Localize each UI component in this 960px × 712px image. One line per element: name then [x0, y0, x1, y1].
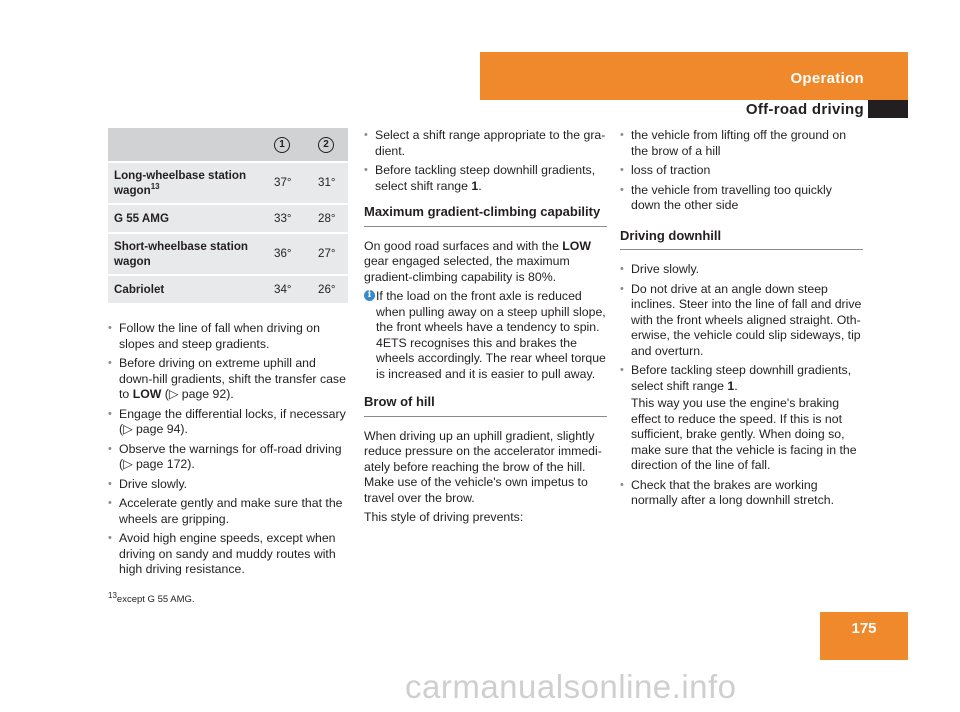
list-item: • the vehicle from lifting off the ground on the brow of a hill — [620, 128, 863, 159]
column-1 — [108, 128, 351, 582]
circled-number-2: 2 — [318, 137, 334, 153]
downhill-list — [620, 262, 863, 509]
column-2 — [364, 128, 607, 530]
info-note — [364, 289, 607, 382]
list-item: • the vehicle from travelling too quickly down the other side — [620, 183, 863, 214]
row-value-1: 33° — [268, 205, 312, 232]
row-value-2: 28° — [312, 205, 348, 232]
list-item: • loss of traction — [620, 163, 863, 179]
list-item: • Observe the warnings for off-road driving (▷ page 172). — [108, 442, 351, 473]
row-name: G 55 AMG — [108, 205, 268, 232]
section-heading: Driving downhill — [620, 228, 863, 251]
page-title: Off-road driving — [745, 101, 864, 118]
list-item: • Before tackling steep downhill gradients, select shift range 1. — [364, 163, 607, 194]
paragraph: On good road surfaces and with the LOW gear engaged selected, the maximum gradient-climbing capability is 80%. — [364, 238, 591, 284]
list-item: • Drive slowly. — [108, 477, 351, 493]
section-title: Operation — [790, 70, 864, 87]
list-item: • Before tackling steep downhill gradients, select shift range 1. This way you use the engine's braking effect to reduce the speed. If this is not sufficient, brake gently. When doing so, make sure that the vehicle is facing in the direction of the line of fall. — [620, 363, 863, 474]
paragraph: When driving up an uphill gradient, slightly reduce pressure on the accelerator immedi-ately before reaching the brow of the hill. Make use of the vehicle's own impetus to travel over the brow. — [364, 428, 602, 505]
list-item: • Accelerate gently and make sure that the wheels are gripping. — [108, 496, 351, 527]
column-3 — [620, 128, 863, 513]
info-text: If the load on the front axle is reduced when pulling away on a steep uphill slope, the front wheels have a tendency to spin. 4ETS recognises this and brakes the wheels accordingly. The rear wheel torque is increased and it is easier to pull away. — [376, 289, 606, 381]
list-item: • Avoid high engine speeds, except when driving on sandy and muddy routes with high driving resistance. — [108, 531, 351, 578]
shift-range-list — [364, 128, 607, 194]
row-value-2: 31° — [312, 163, 348, 203]
list-item: • Check that the brakes are working normally after a long downhill stretch. — [620, 478, 863, 509]
list-item: • Before driving on extreme uphill and down-hill gradients, shift the transfer case to LOW (▷ page 92). — [108, 356, 351, 403]
list-item: • Follow the line of fall when driving on slopes and steep gradients. — [108, 321, 351, 352]
table-row — [108, 234, 348, 274]
list-item: • Select a shift range appropriate to the gra-dient. — [364, 128, 607, 159]
watermark: carmanualsonline.info — [405, 668, 737, 705]
row-name: Short-wheelbase station wagon — [108, 234, 268, 274]
info-icon: i — [364, 290, 375, 301]
header-marker — [868, 100, 908, 118]
circled-number-1: 1 — [274, 137, 290, 153]
paragraph: This style of driving prevents: — [364, 510, 524, 524]
list-item: • Engage the differential locks, if necessary (▷ page 94). — [108, 407, 351, 438]
table-header-row — [108, 128, 348, 161]
row-value-1: 36° — [268, 234, 312, 274]
section-heading: Brow of hill — [364, 394, 607, 417]
table-row — [108, 205, 348, 232]
table-row — [108, 276, 348, 303]
list-item: • Drive slowly. — [620, 262, 863, 278]
footnote-ref: 13 — [150, 182, 160, 192]
page-number: 175 — [851, 620, 877, 637]
footnote: $^{13}$except G 55 AMG. — [108, 590, 195, 605]
row-value-1: 37° — [268, 163, 312, 203]
row-name: Long-wheelbase station wagon — [114, 168, 247, 197]
driving-tips-list — [108, 321, 351, 578]
prevents-list — [620, 128, 863, 214]
list-item: • Do not drive at an angle down steep inclines. Steer into the line of fall and drive with the front wheels aligned straight. Oth-erwise, the vehicle could slip sideways, tip and overturn. — [620, 282, 863, 360]
table-row — [108, 163, 348, 203]
row-value-1: 34° — [268, 276, 312, 303]
row-value-2: 26° — [312, 276, 348, 303]
section-heading: Maximum gradient-climbing capability — [364, 204, 607, 227]
row-name: Cabriolet — [108, 276, 268, 303]
gradient-table — [108, 128, 348, 303]
row-value-2: 27° — [312, 234, 348, 274]
